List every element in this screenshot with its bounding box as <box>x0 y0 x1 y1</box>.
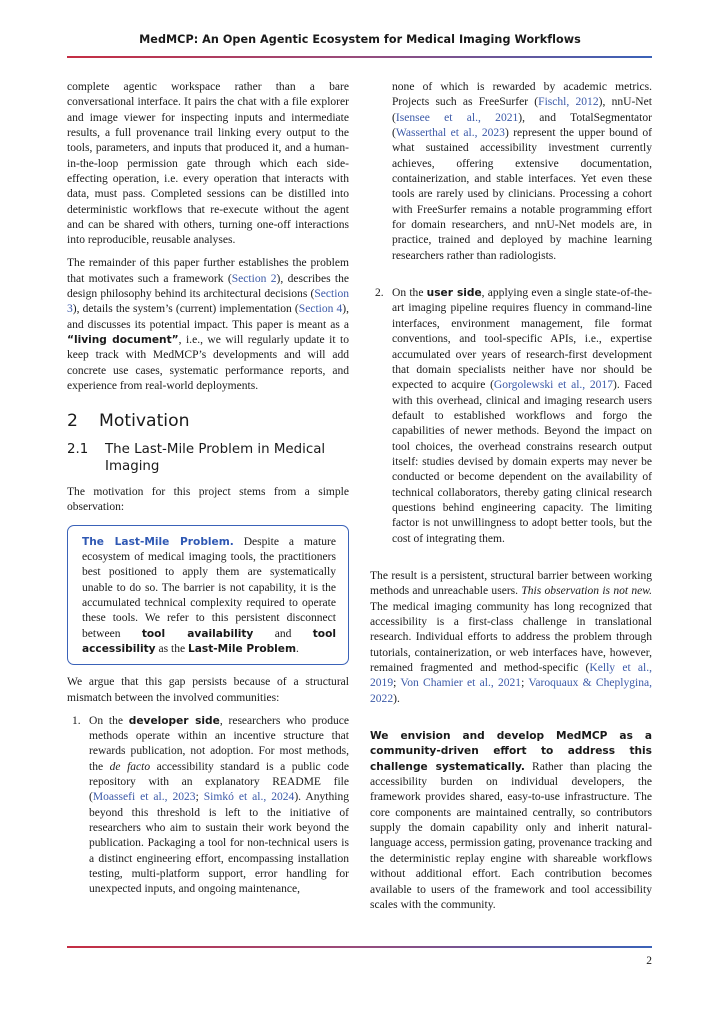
text-span: ). Anything beyond this threshold is left to the initiative of researchers who aim to sustain their work beyond the publication. Packaging a tool for non-technical users is a distinct engineering effort, encompassing installation testing, multi-platform support, error handling for unexpected inputs, and ongoing maintenance, <box>89 791 349 896</box>
text-span: ; <box>195 791 204 804</box>
bold-term: Last-Mile Problem <box>187 642 297 655</box>
text-span: ), and TotalSegmentator ( <box>392 111 652 140</box>
text-span: On the <box>89 714 129 727</box>
structural-mismatch-paragraph: We argue that this gap persists because of a structural mismatch between the involved communities: <box>67 676 349 704</box>
subsection-title: The Last-Mile Problem in Medical Imaging <box>105 441 326 474</box>
vision-paragraph <box>370 729 652 913</box>
text-span: . <box>296 642 299 655</box>
section-title: Motivation <box>99 411 190 432</box>
list-item-text <box>392 286 652 547</box>
section-heading <box>67 411 349 432</box>
text-span: ), details the system’s (current) implementation ( <box>72 303 299 316</box>
last-mile-problem-callout <box>67 525 349 666</box>
barrier-paragraph <box>370 569 652 707</box>
text-span: The medical imaging community has long recognized that accessibility is a first-class challenge in translational research. Individual efforts to address the problem through tutorials, containerization, or web interfaces have, however, remained fragmented and method-specific ( <box>370 600 652 675</box>
citation-link[interactable]: Gorgolewski et al., 2017 <box>493 379 613 392</box>
callout-text <box>82 535 336 658</box>
mismatch-list-continued <box>370 80 652 547</box>
citation-link[interactable]: Wasserthal et al., 2023 <box>395 127 505 140</box>
text-span: ; <box>393 677 401 690</box>
intro-paragraph-continued: complete agentic workspace rather than a bare conversational interface. It pairs the chat with a file explorer and image viewer for inspecting inputs and intermediate results, a full provenance trail linking every output to the tools, parameters, and inputs that produced it, and a human-in-the-loop permission gate through which each side-effecting operation, i.e. every operation that interacts with data, must pass. Completed sessions can be distilled into deterministic workflows that re-execute without the agent and can be shared with others, turning one-off interactions into reproducible, reusable analyses. <box>67 81 349 247</box>
bold-term: tool availability <box>141 627 254 640</box>
list-item-developer-side-continued <box>370 80 652 264</box>
text-span: Rather than placing the accessibility burden on individual developers, the framework provides shared, easy-to-use infrastructure. The core components are maintained centrally, so contributors supply the domain capability only and inherit natural-language access, permission gating, provenance tracking and the deterministic replay engine with shareable workflows without additional effort. Each contribution becomes available to users of the framework and tool accessibility scales with the community. <box>370 760 652 911</box>
text-span: ), and discusses its potential impact. This paper is meant as a <box>67 303 350 331</box>
citation-link[interactable]: Varoquaux & Cheplygina, 2022 <box>370 677 652 705</box>
right-column <box>370 80 652 913</box>
text-span: , i.e., we will regularly update it to keep track with MedMCP’s developments and will add concrete use cases, systematic performance reports, and experience from real-world deployments. <box>67 334 349 393</box>
italic-phrase: This observation is not new. <box>521 585 652 598</box>
motivation-intro-paragraph: The motivation for this project stems from a simple observation: <box>67 485 349 514</box>
footer-rule <box>67 946 652 948</box>
text-span: ), nnU-Net ( <box>392 96 652 124</box>
text-span: accessibility standard is a public code repository with an explanatory README file ( <box>89 760 349 804</box>
text-span: and <box>253 627 313 640</box>
vision-statement: We envision and develop MedMCP as a community-driven effort to address this challenge systematically. <box>370 730 652 773</box>
text-span: On the <box>392 287 427 300</box>
section-4-link[interactable]: Section 4 <box>298 303 343 316</box>
text-span: ), describes the design philosophy behind its architectural decisions ( <box>67 272 350 301</box>
list-marker: 2. <box>375 287 384 300</box>
citation-link[interactable]: Kelly et al., 2019 <box>370 662 653 690</box>
list-item-text <box>392 80 652 264</box>
citation-link[interactable]: Fischl, 2012 <box>538 96 599 109</box>
text-span: ; <box>521 677 529 690</box>
list-item-user-side <box>370 286 652 547</box>
list-item-developer-side <box>67 714 349 898</box>
left-column <box>67 80 349 898</box>
section-number: 2 <box>67 411 78 432</box>
header-rule <box>67 56 652 58</box>
paper-outline-paragraph <box>67 256 349 394</box>
section-3-link[interactable]: Section 3 <box>67 288 349 316</box>
text-span: none of which is rewarded by academic metrics. Projects such as FreeSurfer ( <box>392 81 652 109</box>
text-span: ). Faced with this overhead, clinical and imaging research users default to established workflows and forgo the capabilities of newer methods. Beyond the impact on tool choices, the overhead constrains research output itself: studies devised by domain experts may never be conducted or become dependent on the availability of technical collaborators, thereby gating clinical research questions behind engineering capacity. The limiting factor is not unwillingness to adopt better tools, but the cost of integrating them. <box>392 379 652 545</box>
callout-title: The Last-Mile Problem. <box>82 535 234 548</box>
living-document-emphasis: “living document” <box>67 334 179 347</box>
citation-link[interactable]: Von Chamier et al., 2021 <box>400 677 522 690</box>
list-marker: 1. <box>72 714 81 727</box>
citation-link[interactable]: Isensee et al., 2021 <box>395 111 519 124</box>
subsection-heading <box>67 441 349 475</box>
text-span: The remainder of this paper further establishes the problem that motivates such a framework ( <box>67 257 349 285</box>
text-span: Despite a mature ecosystem of medical imaging tools, the practitioners best positioned to apply them are systematically unable to do so. The barrier is not capability, it is the accumulated technical complexity required to operate these tools. We refer to this persistent disconnect between <box>82 535 336 640</box>
section-2-link[interactable]: Section 2 <box>231 272 277 285</box>
bold-term: user side <box>426 287 482 300</box>
page-number: 2 <box>646 955 652 967</box>
list-item-text <box>89 714 349 898</box>
citation-link[interactable]: Moassefi et al., 2023 <box>92 791 196 804</box>
text-span: The result is a persistent, structural barrier between working methods and unreachable users. <box>370 569 652 598</box>
running-header-title: MedMCP: An Open Agentic Ecosystem for Medical Imaging Workflows <box>139 33 581 46</box>
mismatch-list <box>67 714 349 898</box>
italic-term: de facto <box>109 760 151 773</box>
bold-term: developer side <box>128 714 220 727</box>
text-span: , applying even a single state-of-the-art imaging pipeline requires fluency in command-line interfaces, environment management, file format conventions, and tool-specific APIs, i.e., expertise accumulated over years of research-first development that domain specialists neither have nor should be expected to acquire ( <box>392 287 653 392</box>
text-span: as the <box>155 642 188 655</box>
text-span: ) represent the upper bound of what sustained accessibility investment currently achieves, offering extensive documentation, containerization, and stable interfaces. Yet even these tools are rarely used by clinicians. Processing a cohort with FreeSurfer remains a notable programming effort for domain researchers, and nnU-Net models are, in practice, trained and deployed by machine learning researchers rather than radiologists. <box>392 127 652 262</box>
bold-term: tool accessibility <box>82 627 336 655</box>
citation-link[interactable]: Simkó et al., 2024 <box>203 791 295 804</box>
text-span: ). <box>393 692 400 705</box>
text-span: , researchers who produce methods operate within an incentive structure that rewards publication, not adoption. For most methods, the <box>89 714 350 773</box>
subsection-number: 2.1 <box>67 441 89 457</box>
